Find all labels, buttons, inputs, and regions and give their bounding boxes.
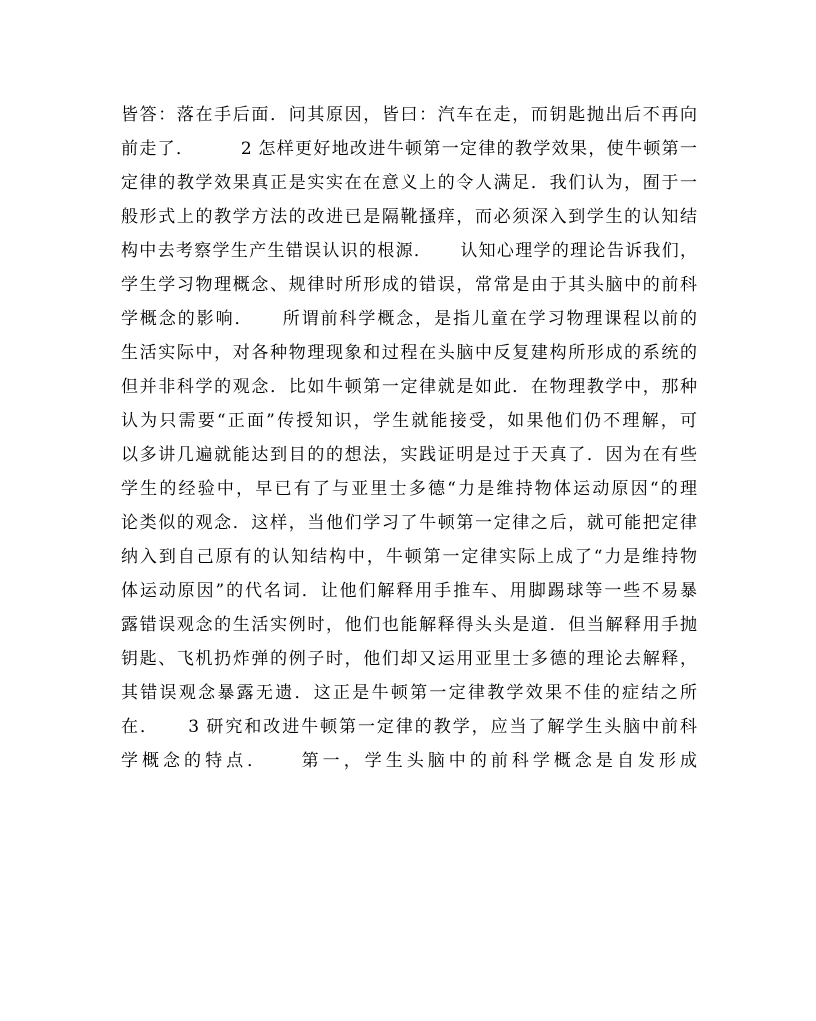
text-line: 学概念的影响． 所谓前科学概念，是指儿童在学习物理课程以前的	[121, 309, 697, 329]
text-line: 皆答：落在手后面．问其原因，皆曰：汽车在走，而钥匙抛出后不再向	[121, 105, 697, 125]
text-line: 生活实际中，对各种物理现象和过程在头脑中反复建构所形成的系统的	[121, 343, 697, 363]
text-line: 但并非科学的观念．比如牛顿第一定律就是如此．在物理教学中，那种	[121, 377, 697, 397]
body-text	[121, 98, 697, 778]
text-line: 学生学习物理概念、规律时所形成的错误，常常是由于其头脑中的前科	[121, 275, 697, 295]
text-line: 钥匙、飞机扔炸弹的例子时，他们却又运用亚里士多德的理论去解释，	[121, 649, 697, 669]
text-line: 体运动原因”的代名词．让他们解释用手推车、用脚踢球等一些不易暴	[121, 581, 697, 601]
text-line: 般形式上的教学方法的改进已是隔靴搔痒，而必须深入到学生的认知结	[121, 207, 697, 227]
text-line: 论类似的观念．这样，当他们学习了牛顿第一定律之后，就可能把定律	[121, 513, 697, 533]
text-line: 在． 3 研究和改进牛顿第一定律的教学，应当了解学生头脑中前科	[121, 717, 697, 737]
text-line: 学生的经验中，早已有了与亚里士多德“力是维持物体运动原因“的理	[121, 479, 697, 499]
text-line: 其错误观念暴露无遗．这正是牛顿第一定律教学效果不佳的症结之所	[121, 683, 697, 703]
text-line: 以多讲几遍就能达到目的的想法，实践证明是过于天真了．因为在有些	[121, 445, 697, 465]
text-line: 学概念的特点． 第一，学生头脑中的前科学概念是自发形成	[121, 751, 697, 771]
text-line: 认为只需要“正面”传授知识，学生就能接受，如果他们仍不理解，可	[121, 411, 697, 431]
text-line: 纳入到自己原有的认知结构中，牛顿第一定律实际上成了“力是维持物	[121, 547, 697, 567]
text-line: 前走了． 2 怎样更好地改进牛顿第一定律的教学效果，使牛顿第一	[121, 139, 697, 159]
text-line: 露错误观念的生活实例时，他们也能解释得头头是道．但当解释用手抛	[121, 615, 697, 635]
text-line: 构中去考察学生产生错误认识的根源． 认知心理学的理论告诉我们，	[121, 241, 697, 261]
text-line: 定律的教学效果真正是实实在在意义上的令人满足．我们认为，囿于一	[121, 173, 697, 193]
